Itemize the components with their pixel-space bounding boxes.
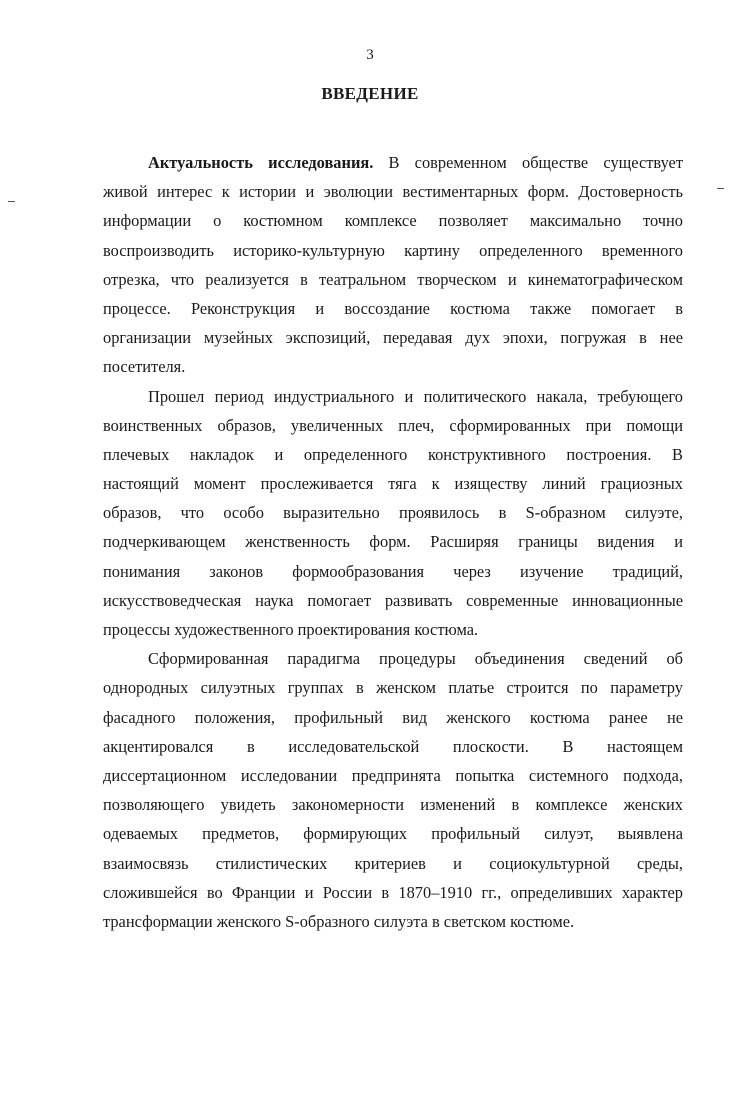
paragraph xyxy=(103,148,683,382)
paragraph xyxy=(103,644,683,936)
text-line: диссертационном исследовании предпринята попытка системного подхода, xyxy=(103,765,683,785)
text-line: Сформированная парадигма процедуры объединения сведений об xyxy=(148,649,683,669)
text-line: настоящий момент прослеживается тяга к изяществу линий грациозных xyxy=(103,474,683,494)
text-line: информации о костюмном комплексе позволяет максимально точно xyxy=(103,211,683,231)
page-number: 3 xyxy=(366,47,374,63)
text-line: плечевых накладок и определенного конструктивного построения. В xyxy=(103,444,683,464)
text-line: процессы художественного проектирования костюма. xyxy=(103,620,479,639)
text-line: живой интерес к истории и эволюции вестиментарных форм. Достоверность xyxy=(103,182,683,202)
text-line xyxy=(103,148,683,177)
text-line: посетителя. xyxy=(103,357,186,377)
section-title: ВВЕДЕНИЕ xyxy=(321,84,419,103)
text-line: акцентировался в исследовательской плоскости. В настоящем xyxy=(103,736,683,756)
scan-margin-mark-left xyxy=(8,201,15,202)
text-line: образов, что особо выразительно проявилось в S-образном силуэте, xyxy=(103,503,683,523)
text-line: воспроизводить историко-культурную картину определенного временного xyxy=(103,240,683,260)
text-line: взаимосвязь стилистических критериев и социокультурной среды, xyxy=(103,853,683,873)
paragraph-lead: Актуальность исследования. xyxy=(148,153,374,172)
text-line: трансформации женского S-образного силуэта в светском костюме. xyxy=(103,911,575,931)
text-line: отрезка, что реализуется в театральном творческом и кинематографическом xyxy=(103,269,683,289)
text-line: одеваемых предметов, формирующих профильный силуэт, выявлена xyxy=(103,824,683,844)
text-line: однородных силуэтных группах в женском платье строится по параметру xyxy=(103,678,683,698)
document-body xyxy=(103,148,683,936)
text-line: подчеркивающем женственность форм. Расширяя границы видения и xyxy=(103,532,683,552)
text-line: воинственных образов, увеличенных плеч, сформированных при помощи xyxy=(103,415,683,435)
text-line: позволяющего увидеть закономерности изменений в комплексе женских xyxy=(103,795,683,815)
text-line: понимания законов формообразования через изучение традиций, xyxy=(103,561,683,581)
paragraph xyxy=(103,382,683,645)
text-line-rest: В современном обществе существует xyxy=(373,153,683,172)
text-line: искусствоведческая наука помогает развивать современные инновационные xyxy=(103,590,683,610)
text-line: процессе. Реконструкция и воссоздание костюма также помогает в xyxy=(103,298,683,318)
text-line: фасадного положения, профильный вид женского костюма ранее не xyxy=(103,707,683,727)
text-line: сложившейся во Франции и России в 1870–1910 гг., определивших характер xyxy=(103,882,683,902)
text-line: организации музейных экспозиций, передавая дух эпохи, погружая в нее xyxy=(103,328,683,348)
text-line: Прошел период индустриального и политического накала, требующего xyxy=(148,386,683,406)
scan-margin-mark-right xyxy=(717,188,724,189)
